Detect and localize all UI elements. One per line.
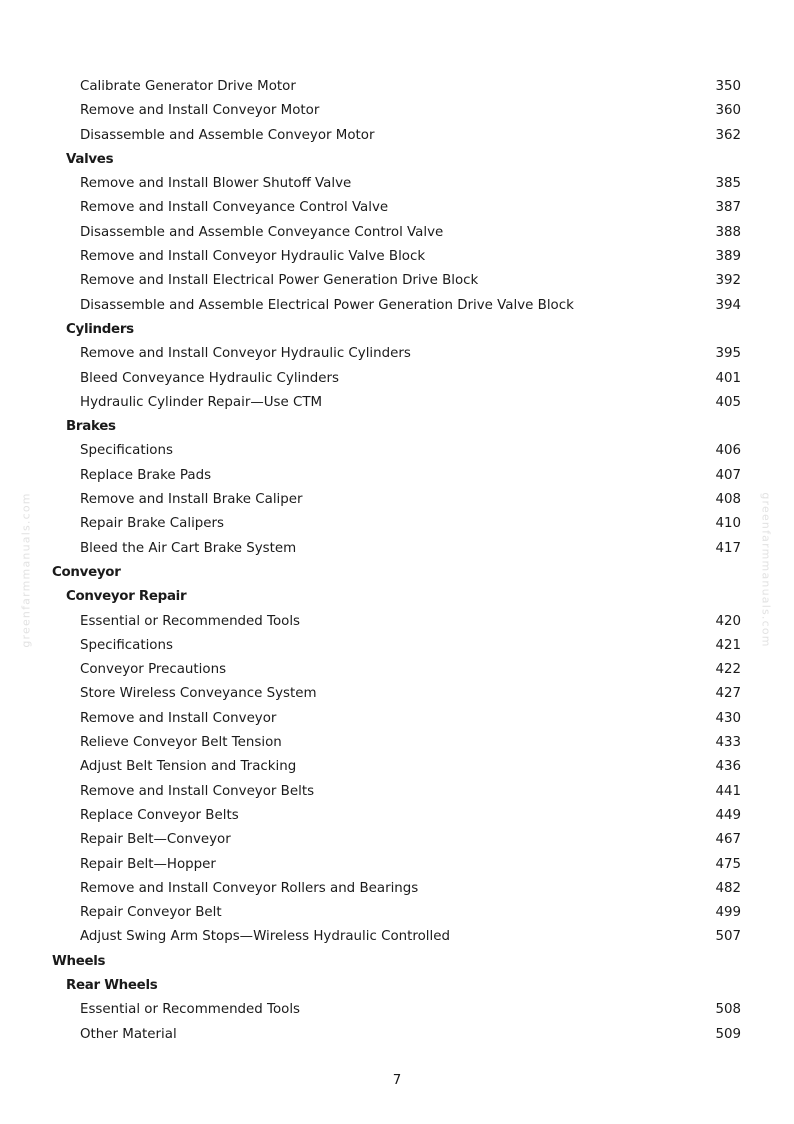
toc-entry-page: 389 — [715, 249, 741, 265]
toc-entry-page: 401 — [715, 370, 741, 386]
toc-entry-title: Hydraulic Cylinder Repair—Use CTM — [80, 394, 323, 410]
toc-entry[interactable] — [0, 707, 794, 731]
table-of-contents — [0, 75, 794, 1047]
toc-entry-title: Other Material — [80, 1026, 177, 1042]
toc-entry-page: 362 — [715, 127, 741, 143]
toc-entry-title: Relieve Conveyor Belt Tension — [80, 735, 282, 751]
toc-entry-title: Remove and Install Conveyance Control Valve — [80, 200, 389, 216]
toc-entry[interactable] — [0, 682, 794, 706]
toc-heading[interactable] — [0, 974, 794, 998]
toc-entry[interactable] — [0, 998, 794, 1022]
toc-entry[interactable] — [0, 901, 794, 925]
toc-entry-title: Disassemble and Assemble Conveyance Control Valve — [80, 224, 444, 240]
toc-entry-page: 449 — [715, 807, 741, 823]
toc-entry-title: Remove and Install Conveyor Hydraulic Cylinders — [80, 346, 411, 362]
toc-entry-title: Remove and Install Conveyor Motor — [80, 103, 320, 119]
toc-entry-title: Conveyor Repair — [66, 589, 187, 605]
toc-entry-title: Remove and Install Conveyor — [80, 710, 277, 726]
toc-entry-page: 509 — [715, 1026, 741, 1042]
toc-entry-page: 420 — [715, 613, 741, 629]
toc-entry-title: Disassemble and Assemble Conveyor Motor — [80, 127, 375, 143]
toc-entry[interactable] — [0, 537, 794, 561]
toc-entry[interactable] — [0, 877, 794, 901]
toc-entry-title: Essential or Recommended Tools — [80, 1002, 301, 1018]
toc-entry[interactable] — [0, 342, 794, 366]
toc-entry-page: 388 — [715, 224, 741, 240]
toc-entry[interactable] — [0, 610, 794, 634]
toc-entry-title: Remove and Install Brake Caliper — [80, 492, 303, 508]
toc-entry-title: Remove and Install Conveyor Rollers and Bearings — [80, 880, 419, 896]
toc-entry[interactable] — [0, 75, 794, 99]
toc-entry[interactable] — [0, 780, 794, 804]
toc-heading[interactable] — [0, 318, 794, 342]
toc-entry-page: 405 — [715, 394, 741, 410]
toc-entry-page: 406 — [715, 443, 741, 459]
toc-entry-title: Valves — [66, 151, 114, 167]
toc-entry[interactable] — [0, 439, 794, 463]
toc-entry-page: 387 — [715, 200, 741, 216]
toc-entry-title: Repair Brake Calipers — [80, 516, 225, 532]
toc-entry-title: Rear Wheels — [66, 977, 158, 993]
toc-entry[interactable] — [0, 925, 794, 949]
toc-entry-title: Bleed the Air Cart Brake System — [80, 540, 297, 556]
toc-entry-title: Repair Belt—Conveyor — [80, 832, 231, 848]
toc-entry-page: 482 — [715, 880, 741, 896]
toc-entry-title: Wheels — [52, 953, 106, 969]
toc-entry[interactable] — [0, 464, 794, 488]
toc-entry-title: Replace Conveyor Belts — [80, 807, 239, 823]
toc-entry-title: Specifications — [80, 443, 173, 459]
toc-entry-title: Disassemble and Assemble Electrical Power Generation Drive Valve Block — [80, 297, 574, 313]
toc-entry-page: 407 — [715, 467, 741, 483]
toc-entry-page: 433 — [715, 735, 741, 751]
toc-entry[interactable] — [0, 634, 794, 658]
toc-heading[interactable] — [0, 148, 794, 172]
toc-heading[interactable] — [0, 561, 794, 585]
toc-entry-page: 394 — [715, 297, 741, 313]
toc-entry[interactable] — [0, 1023, 794, 1047]
toc-entry[interactable] — [0, 245, 794, 269]
toc-entry-title: Conveyor Precautions — [80, 662, 227, 678]
toc-entry-page: 441 — [715, 783, 741, 799]
toc-entry-page: 417 — [715, 540, 741, 556]
toc-entry[interactable] — [0, 512, 794, 536]
toc-entry-page: 436 — [715, 759, 741, 775]
toc-heading[interactable] — [0, 950, 794, 974]
toc-entry-title: Replace Brake Pads — [80, 467, 212, 483]
toc-entry-page: 410 — [715, 516, 741, 532]
toc-entry-title: Cylinders — [66, 321, 134, 337]
toc-entry[interactable] — [0, 658, 794, 682]
toc-entry-page: 508 — [715, 1002, 741, 1018]
toc-entry-page: 392 — [715, 273, 741, 289]
toc-entry-page: 395 — [715, 346, 741, 362]
watermark-left: greenfarmmanuals.com — [19, 492, 33, 648]
toc-entry[interactable] — [0, 853, 794, 877]
watermark-right: greenfarmmanuals.com — [759, 492, 773, 648]
toc-entry-title: Brakes — [66, 419, 116, 435]
toc-entry[interactable] — [0, 172, 794, 196]
toc-entry-page: 350 — [715, 79, 741, 94]
toc-entry-title: Remove and Install Conveyor Hydraulic Valve Block — [80, 249, 426, 265]
toc-entry-page: 507 — [715, 929, 741, 945]
toc-entry-title: Remove and Install Electrical Power Generation Drive Block — [80, 273, 479, 289]
toc-entry[interactable] — [0, 294, 794, 318]
toc-entry-page: 421 — [715, 637, 741, 653]
toc-heading[interactable] — [0, 415, 794, 439]
toc-entry[interactable] — [0, 488, 794, 512]
toc-entry[interactable] — [0, 221, 794, 245]
toc-entry[interactable] — [0, 367, 794, 391]
toc-entry-title: Store Wireless Conveyance System — [80, 686, 317, 702]
toc-entry[interactable] — [0, 124, 794, 148]
toc-entry[interactable] — [0, 804, 794, 828]
toc-entry[interactable] — [0, 196, 794, 220]
toc-entry-page: 427 — [715, 686, 741, 702]
toc-entry-page: 360 — [715, 103, 741, 119]
toc-entry-page: 422 — [715, 662, 741, 678]
toc-entry-title: Remove and Install Blower Shutoff Valve — [80, 176, 352, 192]
toc-entry-title: Adjust Swing Arm Stops—Wireless Hydraulic Controlled — [80, 929, 450, 945]
toc-entry-title: Repair Conveyor Belt — [80, 905, 222, 921]
toc-entry-page: 499 — [715, 905, 741, 921]
toc-entry-title: Essential or Recommended Tools — [80, 613, 301, 629]
toc-entry-page: 408 — [715, 492, 741, 508]
toc-entry-title: Repair Belt—Hopper — [80, 856, 216, 872]
toc-entry-title: Conveyor — [52, 564, 121, 580]
toc-entry[interactable] — [0, 731, 794, 755]
toc-entry-title: Bleed Conveyance Hydraulic Cylinders — [80, 370, 339, 386]
toc-entry-page: 430 — [715, 710, 741, 726]
toc-heading[interactable] — [0, 585, 794, 609]
toc-entry-page: 385 — [715, 176, 741, 192]
toc-entry-page: 467 — [715, 832, 741, 848]
toc-entry[interactable] — [0, 391, 794, 415]
toc-entry[interactable] — [0, 755, 794, 779]
page-number: 7 — [392, 1073, 402, 1088]
toc-entry[interactable] — [0, 828, 794, 852]
toc-entry[interactable] — [0, 99, 794, 123]
toc-entry-title: Adjust Belt Tension and Tracking — [80, 759, 297, 775]
toc-entry[interactable] — [0, 269, 794, 293]
toc-entry-title: Remove and Install Conveyor Belts — [80, 783, 315, 799]
toc-entry-title: Calibrate Generator Drive Motor — [80, 79, 296, 94]
toc-entry-title: Specifications — [80, 637, 173, 653]
toc-entry-page: 475 — [715, 856, 741, 872]
